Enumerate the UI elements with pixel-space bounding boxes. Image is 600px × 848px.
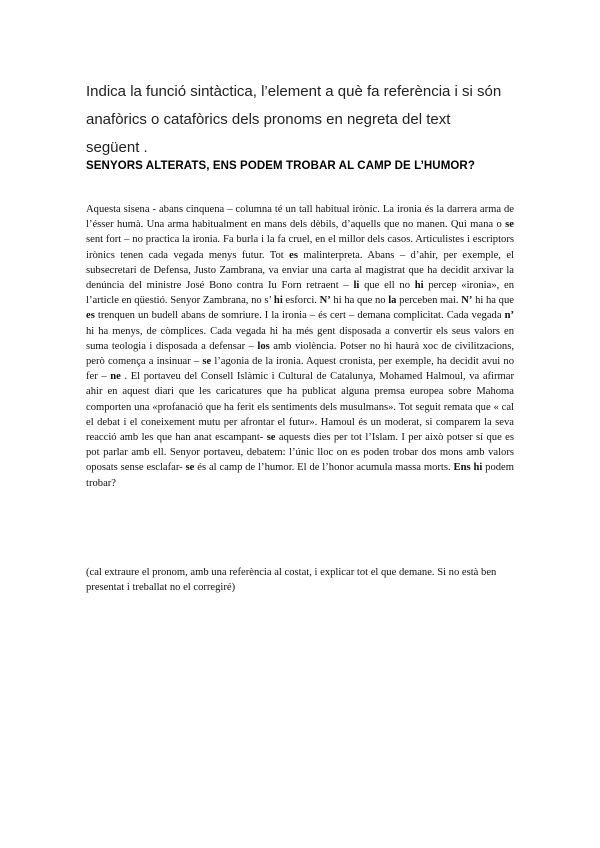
body-text-segment: perceben mai.: [396, 295, 462, 307]
body-text-segment: . El portaveu del Consell Islàmic i Cultural de Catalunya, Mohamed Halmoul, va afirmar ahir en aquest diari que les caricatures que ha publicat alguna premsa europea sobre Mahoma comporten una «profanació que ha ferit els sentiments dels musulmans». Tot seguit remata que « cal el debat i el coneixement mutu per afrontar el futur». Hamoul és un moderat, si comparem la seva reacció amb les que han anat escampant-: [86, 371, 514, 444]
bold-pronoun: N’: [461, 295, 473, 307]
bold-pronoun: se: [505, 219, 514, 231]
bold-pronoun: los: [257, 340, 270, 352]
body-text-segment: que ell no: [359, 280, 415, 292]
body-text-segment: amb violència. Potser no hi haurà xoc de civilitzacions, però comença a insinuar –: [86, 340, 514, 368]
bold-pronoun: es: [289, 249, 298, 261]
body-text-segment: podem trobar?: [86, 462, 514, 489]
bold-pronoun: n’: [504, 310, 514, 322]
bold-pronoun: ne: [110, 371, 121, 383]
instructions-text: Indica la funció sintàctica, l’element a què fa referència i si són anafòrics o catafòrics dels pronoms en negreta del text següent .: [86, 83, 502, 156]
body-text-segment: hi ha que: [472, 295, 514, 307]
body-text-segment: esforci.: [282, 295, 320, 307]
body-text-segment: aquests dies per tot l’Islam. I per això potser sí que es pot parlar amb ell. Senyor portaveu, debatem: l’únic lloc on es poden trobar dos mons amb valors oposats sense esclafar-: [86, 432, 514, 474]
bold-pronoun: se: [185, 462, 195, 474]
body-text-segment: hi ha menys, de còmplices. Cada vegada hi ha més gent disposada a convertir els seus valors en suma teologia i disposada a defensar –: [86, 325, 514, 352]
bold-pronoun: se: [266, 432, 276, 444]
bold-pronoun: la: [388, 295, 397, 307]
body-text-segment: hi ha que no: [330, 295, 389, 307]
article-body: [86, 202, 514, 491]
body-text-segment: trenquen un budell abans de somriure. I la ironia – és cert – demana complicitat. Cada vegada: [94, 310, 505, 322]
body-text-segment: Aquesta sisena - abans cinquena – columna té un tall habitual irònic. La ironia és la darrera arma de l’ésser humà. Una arma habitualment en mans dels dèbils, d’aquells que no manen. Qui mana o: [86, 204, 514, 231]
bold-pronoun: es: [86, 310, 95, 322]
body-text-segment: malinterpreta. Abans – d’ahir, per exemple, el subsecretari de Defensa, Justo Zambrana, va enviar una carta al magistrat que ha decidit arxivar la denúncia del ministre José Bono contra Iu Forn retraent –: [86, 249, 514, 292]
bold-pronoun: hi: [414, 280, 424, 292]
teacher-note: (cal extraure el pronom, amb una referència al costat, i explicar tot el que demane. Si no està ben presentat i treballat no el corregiré): [86, 567, 497, 594]
body-text-segment: l’agonia de la ironia. Aquest cronista, per exemple, ha decidit avui no fer –: [86, 356, 514, 383]
bold-pronoun: Ens hi: [453, 462, 483, 474]
bold-pronoun: hi: [273, 295, 283, 307]
body-text-segment: sent fort – no practica la ironia. Fa burla i la fa cruel, en el millor dels casos. Articulistes i escriptors irònics tenen cada vegada menys futur. Tot: [86, 234, 514, 261]
bold-pronoun: N’: [319, 295, 331, 307]
bold-pronoun: se: [202, 356, 212, 368]
body-text-segment: és al camp de l’humor. El de l’honor acumula massa morts.: [194, 462, 454, 474]
article-title: SENYORS ALTERATS, ENS PODEM TROBAR AL CAMP DE L’HUMOR?: [86, 160, 475, 172]
bold-pronoun: li: [353, 280, 360, 292]
body-text-segment: percep «ironia», en l’article en qüestió. Senyor Zambrana, no s’: [86, 280, 515, 307]
